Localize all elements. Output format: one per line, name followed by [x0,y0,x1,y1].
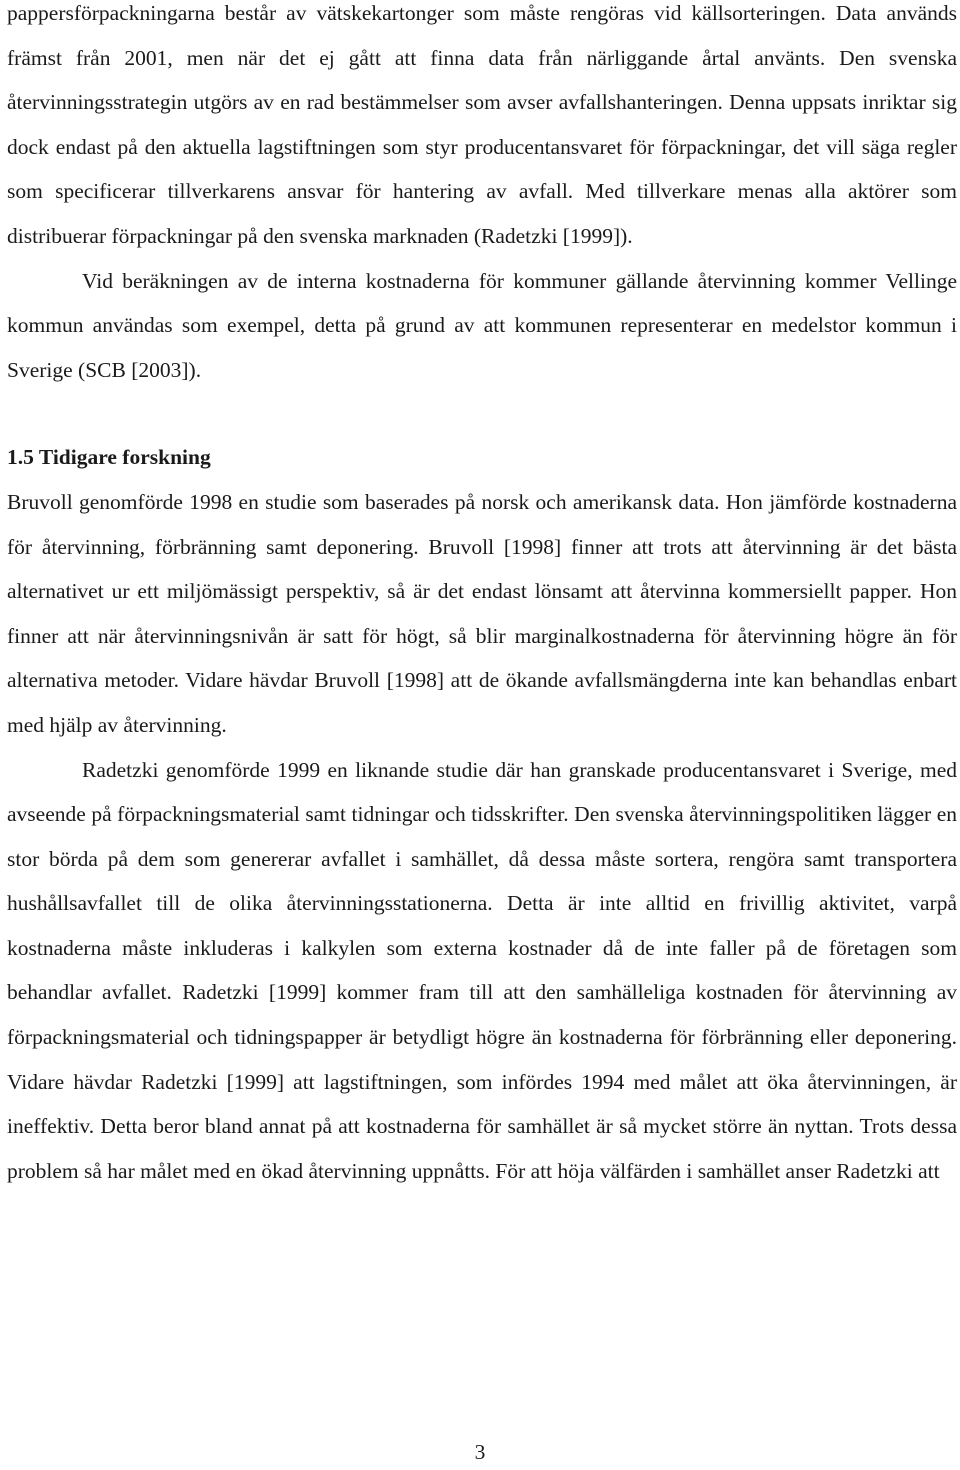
body-paragraph: pappersförpackningarna består av vätskekartonger som måste rengöras vid källsorteringen. Data används främst från 2001, men när det ej gått att finna data från närliggande årtal använts. Den svenska återvinningsstrategin utgörs av en rad bestämmelser som avser avfallshanteringen. Denna uppsats inriktar sig dock endast på den aktuella lagstiftningen som styr producentansvaret för förpackningar, det vill säga regler som specificerar tillverkarens ansvar för hantering av avfall. Med tillverkare menas alla aktörer som distribuerar förpackningar på den svenska marknaden (Radetzki [1999]). [7,1,957,248]
body-paragraph: Vid beräkningen av de interna kostnaderna för kommuner gällande återvinning kommer Vellinge kommun användas som exempel, detta på grund av att kommunen representerar en medelstor kommun i Sverige (SCB [2003]). [7,268,957,382]
body-paragraph: Bruvoll genomförde 1998 en studie som baserades på norsk och amerikansk data. Hon jämförde kostnaderna för återvinning, förbränning samt deponering. Bruvoll [1998] finner att trots att återvinning är det bästa alternativet ur ett miljömässigt perspektiv, så är det endast lönsamt att återvinna kommersiellt papper. Hon finner att när återvinningsnivån är satt för högt, så blir marginalkostnaderna för återvinning högre än för alternativa metoder. Vidare hävdar Bruvoll [1998] att de ökande avfallsmängderna inte kan behandlas enbart med hjälp av återvinning. [7,489,957,737]
page-number: 3 [474,1440,486,1464]
body-paragraph: Radetzki genomförde 1999 en liknande studie där han granskade producentansvaret i Sverige, med avseende på förpackningsmaterial samt tidningar och tidsskrifter. Den svenska återvinningspolitiken lägger en stor börda på dem som genererar avfallet i samhället, då dessa måste sortera, rengöra samt transportera hushållsavfallet till de olika återvinningsstationerna. Detta är inte alltid en frivillig aktivitet, varpå kostnaderna måste inkluderas i kalkylen som externa kostnader då de inte faller på de företagen som behandlar avfallet. Radetzki [1999] kommer fram till att den samhälleliga kostnaden för återvinning av förpackningsmaterial och tidningspapper är betydligt högre än kostnaderna för förbränning eller deponering. Vidare hävdar Radetzki [1999] att lagstiftningen, som infördes 1994 med målet att öka återvinningen, är ineffektiv. Detta beror bland annat på att kostnaderna för samhället är så mycket större än nyttan. Trots dessa problem så har målet med en ökad återvinning uppnåtts. För att höja välfärden i samhället anser Radetzki att [7,757,957,1183]
document-page [7,0,957,1193]
section-heading: 1.5 Tidigare forskning [7,445,211,470]
